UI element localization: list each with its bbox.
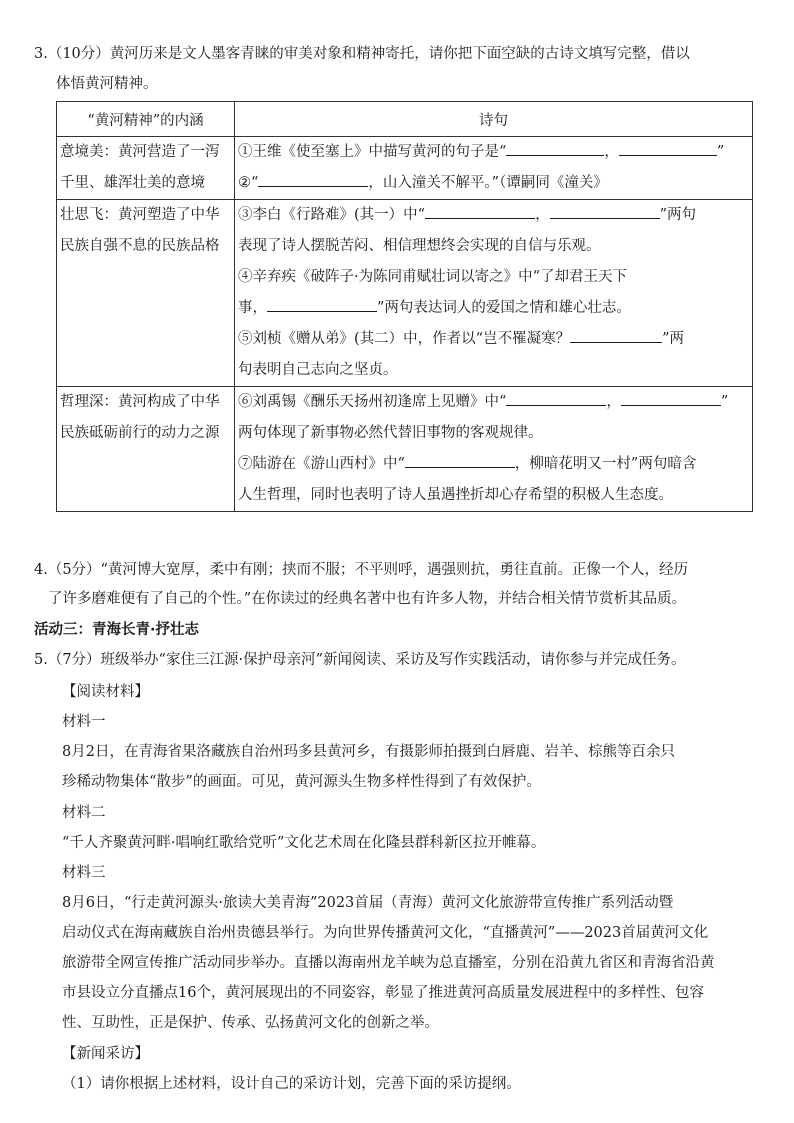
poem-line: 人生哲理，同时也表明了诗人虽遇挫折却心存希望的积极人生态度。 <box>238 487 673 503</box>
poem-line: 句表明自己志向之坚贞。 <box>238 362 398 378</box>
poem-table <box>56 101 753 512</box>
poem-line: ⑥刘禹锡《酬乐天扬州初逢席上见赠》中“ ， ” <box>238 387 749 418</box>
poem-line: ⑦陆游在《游山西村》中“ ，柳暗花明又一村”两句暗含 <box>238 449 749 480</box>
poem-cell <box>235 137 753 200</box>
q3-prompt-line2: 体悟黄河精神。 <box>56 76 158 92</box>
answer-blank[interactable] <box>425 204 535 219</box>
material-3-line4: 市县设立分直播点16个，黄河展现出的不同姿容，彰显了推进黄河高质量发展进程中的多样性、包容 <box>62 985 704 1001</box>
q5-prompt: 5.（7分）班级举办“家住三江源·保护母亲河”新闻阅读、采访及写作实践活动，请你参与并完成任务。 <box>34 652 686 668</box>
q4-prompt-line2: 了许多磨难便有了自己的个性。”在你读过的经典名著中也有许多人物，并结合相关情节赏析其品质。 <box>48 591 687 607</box>
answer-blank[interactable] <box>506 391 606 406</box>
material-3-line3: 旅游带全网宣传推广活动同步举办。直播以海南州龙羊峡为总直播室，分别在沿黄九省区和青海省沿黄 <box>62 955 715 971</box>
material-2-line1: “千人齐聚黄河畔·唱响红歌给党听”文化艺术周在化隆县群科新区拉开帷幕。 <box>62 835 546 851</box>
answer-blank[interactable] <box>506 141 604 156</box>
poem-line: 事， ”两句表达词人的爱国之情和雄心壮志。 <box>238 293 749 324</box>
meaning-cell: 哲理深：黄河构成了中华 民族砥砺前行的动力之源 <box>57 387 235 512</box>
task-1: （1）请你根据上述材料，设计自己的采访计划，完善下面的采访提纲。 <box>62 1076 521 1092</box>
q4-prompt-line1: 4.（5分）“黄河博大宽厚，柔中有刚；挟而不服；不平则呼，遇强则抗，勇往直前。正像一个人，经历 <box>34 562 688 578</box>
table-header-row <box>57 102 753 137</box>
answer-blank[interactable] <box>267 297 377 312</box>
meaning-cell: 壮思飞：黄河塑造了中华 民族自强不息的民族品格 <box>57 200 235 387</box>
table-row <box>57 387 753 512</box>
header-cell-meaning: “黄河精神”的内涵 <box>57 102 235 137</box>
reading-heading: 【阅读材料】 <box>62 684 149 700</box>
header-cell-poems: 诗句 <box>235 102 753 137</box>
poem-cell <box>235 200 753 387</box>
poem-cell <box>235 387 753 512</box>
material-3-title: 材料三 <box>62 865 106 881</box>
interview-heading: 【新闻采访】 <box>62 1046 149 1062</box>
answer-blank[interactable] <box>405 453 515 468</box>
answer-blank[interactable] <box>258 172 368 187</box>
material-1-line2: 珍稀动物集体“散步”的画面。可见，黄河源头生物多样性得到了有效保护。 <box>62 774 541 790</box>
material-2-title: 材料二 <box>62 805 106 821</box>
answer-blank[interactable] <box>621 391 721 406</box>
q3-prompt-line1: 3.（10分）黄河历来是文人墨客青睐的审美对象和精神寄托，请你把下面空缺的古诗文填写完整，借以 <box>34 46 690 62</box>
poem-line: 两句体现了新事物必然代替旧事物的客观规律。 <box>238 425 543 441</box>
material-3-line1: 8月6日，“行走黄河源头·旅读大美青海”2023首届（青海）黄河文化旅游带宣传推广系列活动暨 <box>62 895 674 911</box>
answer-blank[interactable] <box>550 204 660 219</box>
poem-line: ⑤刘桢《赠从弟》(其二）中，作者以“岂不罹凝寒？ ”两 <box>238 324 749 355</box>
meaning-cell: 意境美：黄河营造了一泻 千里、雄浑壮美的意境 <box>57 137 235 200</box>
material-1-line1: 8月2日，在青海省果洛藏族自治州玛多县黄河乡，有摄影师拍摄到白唇鹿、岩羊、棕熊等百余只 <box>62 744 675 760</box>
poem-line: ②“ ，山入潼关不解平。”（谭嗣同《潼关》 <box>238 168 749 199</box>
table-row <box>57 200 753 387</box>
material-3-line2: 启动仪式在海南藏族自治州贵德县举行。为向世界传播黄河文化，“直播黄河”——2023首届黄河文化 <box>62 925 709 941</box>
answer-blank[interactable] <box>570 328 662 343</box>
table-row <box>57 137 753 200</box>
activity-heading: 活动三：青海长青·抒壮志 <box>34 622 200 638</box>
poem-line: 表现了诗人摆脱苦闷、相信理想终会实现的自信与乐观。 <box>238 238 601 254</box>
poem-line: ④辛弃疾《破阵子·为陈同甫赋壮词以寄之》中“了却君王天下 <box>238 269 628 285</box>
poem-line: ③李白《行路难》(其一）中“ ， ”两句 <box>238 200 749 231</box>
material-1-title: 材料一 <box>62 714 106 730</box>
answer-blank[interactable] <box>619 141 717 156</box>
material-3-line5: 性、互助性，正是保护、传承、弘扬黄河文化的创新之举。 <box>62 1015 439 1031</box>
poem-line: ①王维《使至塞上》中描写黄河的句子是“ ， ” <box>238 137 749 168</box>
